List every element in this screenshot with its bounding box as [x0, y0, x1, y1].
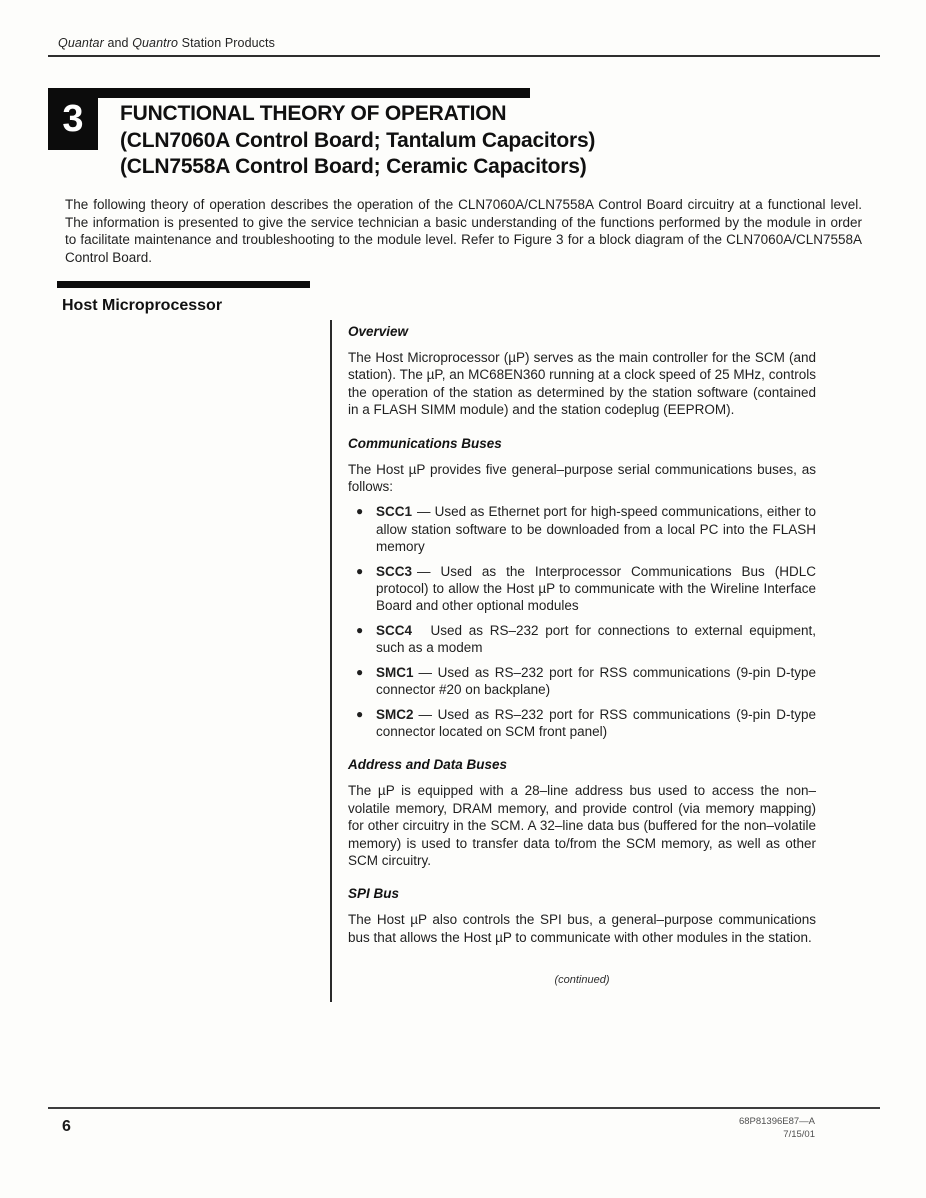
- chapter-subtitle-1: (CLN7060A Control Board; Tantalum Capacitors): [120, 128, 596, 152]
- doc-date: 7/15/01: [783, 1128, 815, 1140]
- header-rule: [48, 55, 880, 57]
- bullet-label: SMC1: [376, 664, 414, 680]
- bullet-icon: ●: [356, 504, 364, 519]
- header-title-part: and: [103, 36, 133, 50]
- bullet-label: SCC3: [376, 563, 413, 579]
- doc-number: 68P81396E87—A: [738, 1116, 815, 1127]
- bullet-text: SCC1 — Used as Ethernet port for high-speed communications, either to allow station software to be downloaded from a local PC into the FLASH memory: [376, 504, 816, 555]
- subsection-heading-overview: Overview: [348, 324, 409, 339]
- bullet-text: SMC2 — Used as RS–232 port for RSS communications (9-pin D-type connector located on SCM front panel): [376, 706, 816, 739]
- content-column: [330, 320, 816, 1002]
- header-title: [58, 36, 275, 50]
- bullet-text: SCC4 Used as RS–232 port for connections to external equipment, such as a modem: [376, 622, 816, 656]
- page-number: 6: [62, 1118, 71, 1135]
- subsection-heading-spi-bus: SPI Bus: [348, 886, 400, 902]
- bullet-label: SMC2: [376, 706, 414, 722]
- list-item-scc3: [348, 563, 816, 615]
- bullet-text: SMC1 — Used as RS–232 port for RSS communications (9-pin D-type connector #20 on backplane): [376, 664, 816, 698]
- footer-rule: [48, 1107, 880, 1109]
- chapter-number: 3: [62, 97, 84, 140]
- list-item-smc2: [348, 706, 816, 741]
- paragraph-overview: The Host Microprocessor (µP) serves as the main controller for the SCM (and station). The µP, an MC68EN360 running at a clock speed of 25 MHz, controls the operation of the station as determined by the station software (contained in a FLASH SIMM module) and the station codeplug (EEPROM).: [348, 350, 816, 418]
- subsection-heading-address-data-buses: Address and Data Buses: [348, 757, 508, 773]
- bullet-text: SCC3 — Used as the Interprocessor Communications Bus (HDLC protocol) to allow the Host µP to communicate with the Wireline Interface Board and other optional modules: [376, 563, 816, 614]
- list-item-smc1: [348, 664, 816, 699]
- bullet-icon: ●: [356, 622, 364, 637]
- bullet-label: SCC4: [376, 622, 413, 638]
- list-item-scc4: [348, 622, 816, 657]
- bullet-icon: ●: [356, 706, 364, 721]
- paragraph-communications-intro: The Host µP provides five general–purpose serial communications buses, as follows:: [348, 461, 816, 495]
- continued-note: (continued): [554, 974, 610, 987]
- paragraph-address-data: The µP is equipped with a 28–line address bus used to access the non–volatile memory, DRAM memory, and provide control (via memory mapping) for other circuitry in the SCM. A 32–line data bus (buffered for the non–volatile memory) is used to transfer data to/from the SCM memory, as well as other SCM circuitry.: [348, 783, 816, 868]
- subsection-heading-communications-buses: Communications Buses: [348, 435, 502, 451]
- chapter-title: FUNCTIONAL THEORY OF OPERATION: [120, 102, 507, 125]
- bullet-label: SCC1: [376, 504, 413, 520]
- paragraph-spi: The Host µP also controls the SPI bus, a general–purpose communications bus that allows the Host µP to communicate with other modules in the station.: [348, 912, 816, 945]
- section-heading: Host Microprocessor: [62, 297, 223, 314]
- doc-info: [739, 1116, 815, 1141]
- section-divider-bar: [57, 281, 310, 288]
- chapter-number-box: [48, 88, 98, 150]
- bullet-icon: ●: [356, 664, 364, 679]
- chapter-banner-bar: [48, 88, 530, 98]
- chapter-title-block: [120, 101, 595, 181]
- list-item-scc1: [348, 503, 816, 555]
- bullet-icon: ●: [356, 563, 364, 578]
- header-title-part: Quantro: [132, 36, 179, 50]
- chapter-subtitle-2: (CLN7558A Control Board; Ceramic Capacitors): [120, 155, 587, 178]
- intro-paragraph: The following theory of operation describes the operation of the CLN7060A/CLN7558A Control Board circuitry at a functional level. The information is presented to give the service technician a basic understanding of the functions performed by the module in order to facilitate maintenance and troubleshooting to the module level. Refer to Figure 3 for a block diagram of the CLN7060A/CLN7558A Control Board.: [65, 197, 862, 265]
- header-title-part: Quantar: [58, 36, 104, 50]
- header-title-part: Station Products: [178, 36, 275, 50]
